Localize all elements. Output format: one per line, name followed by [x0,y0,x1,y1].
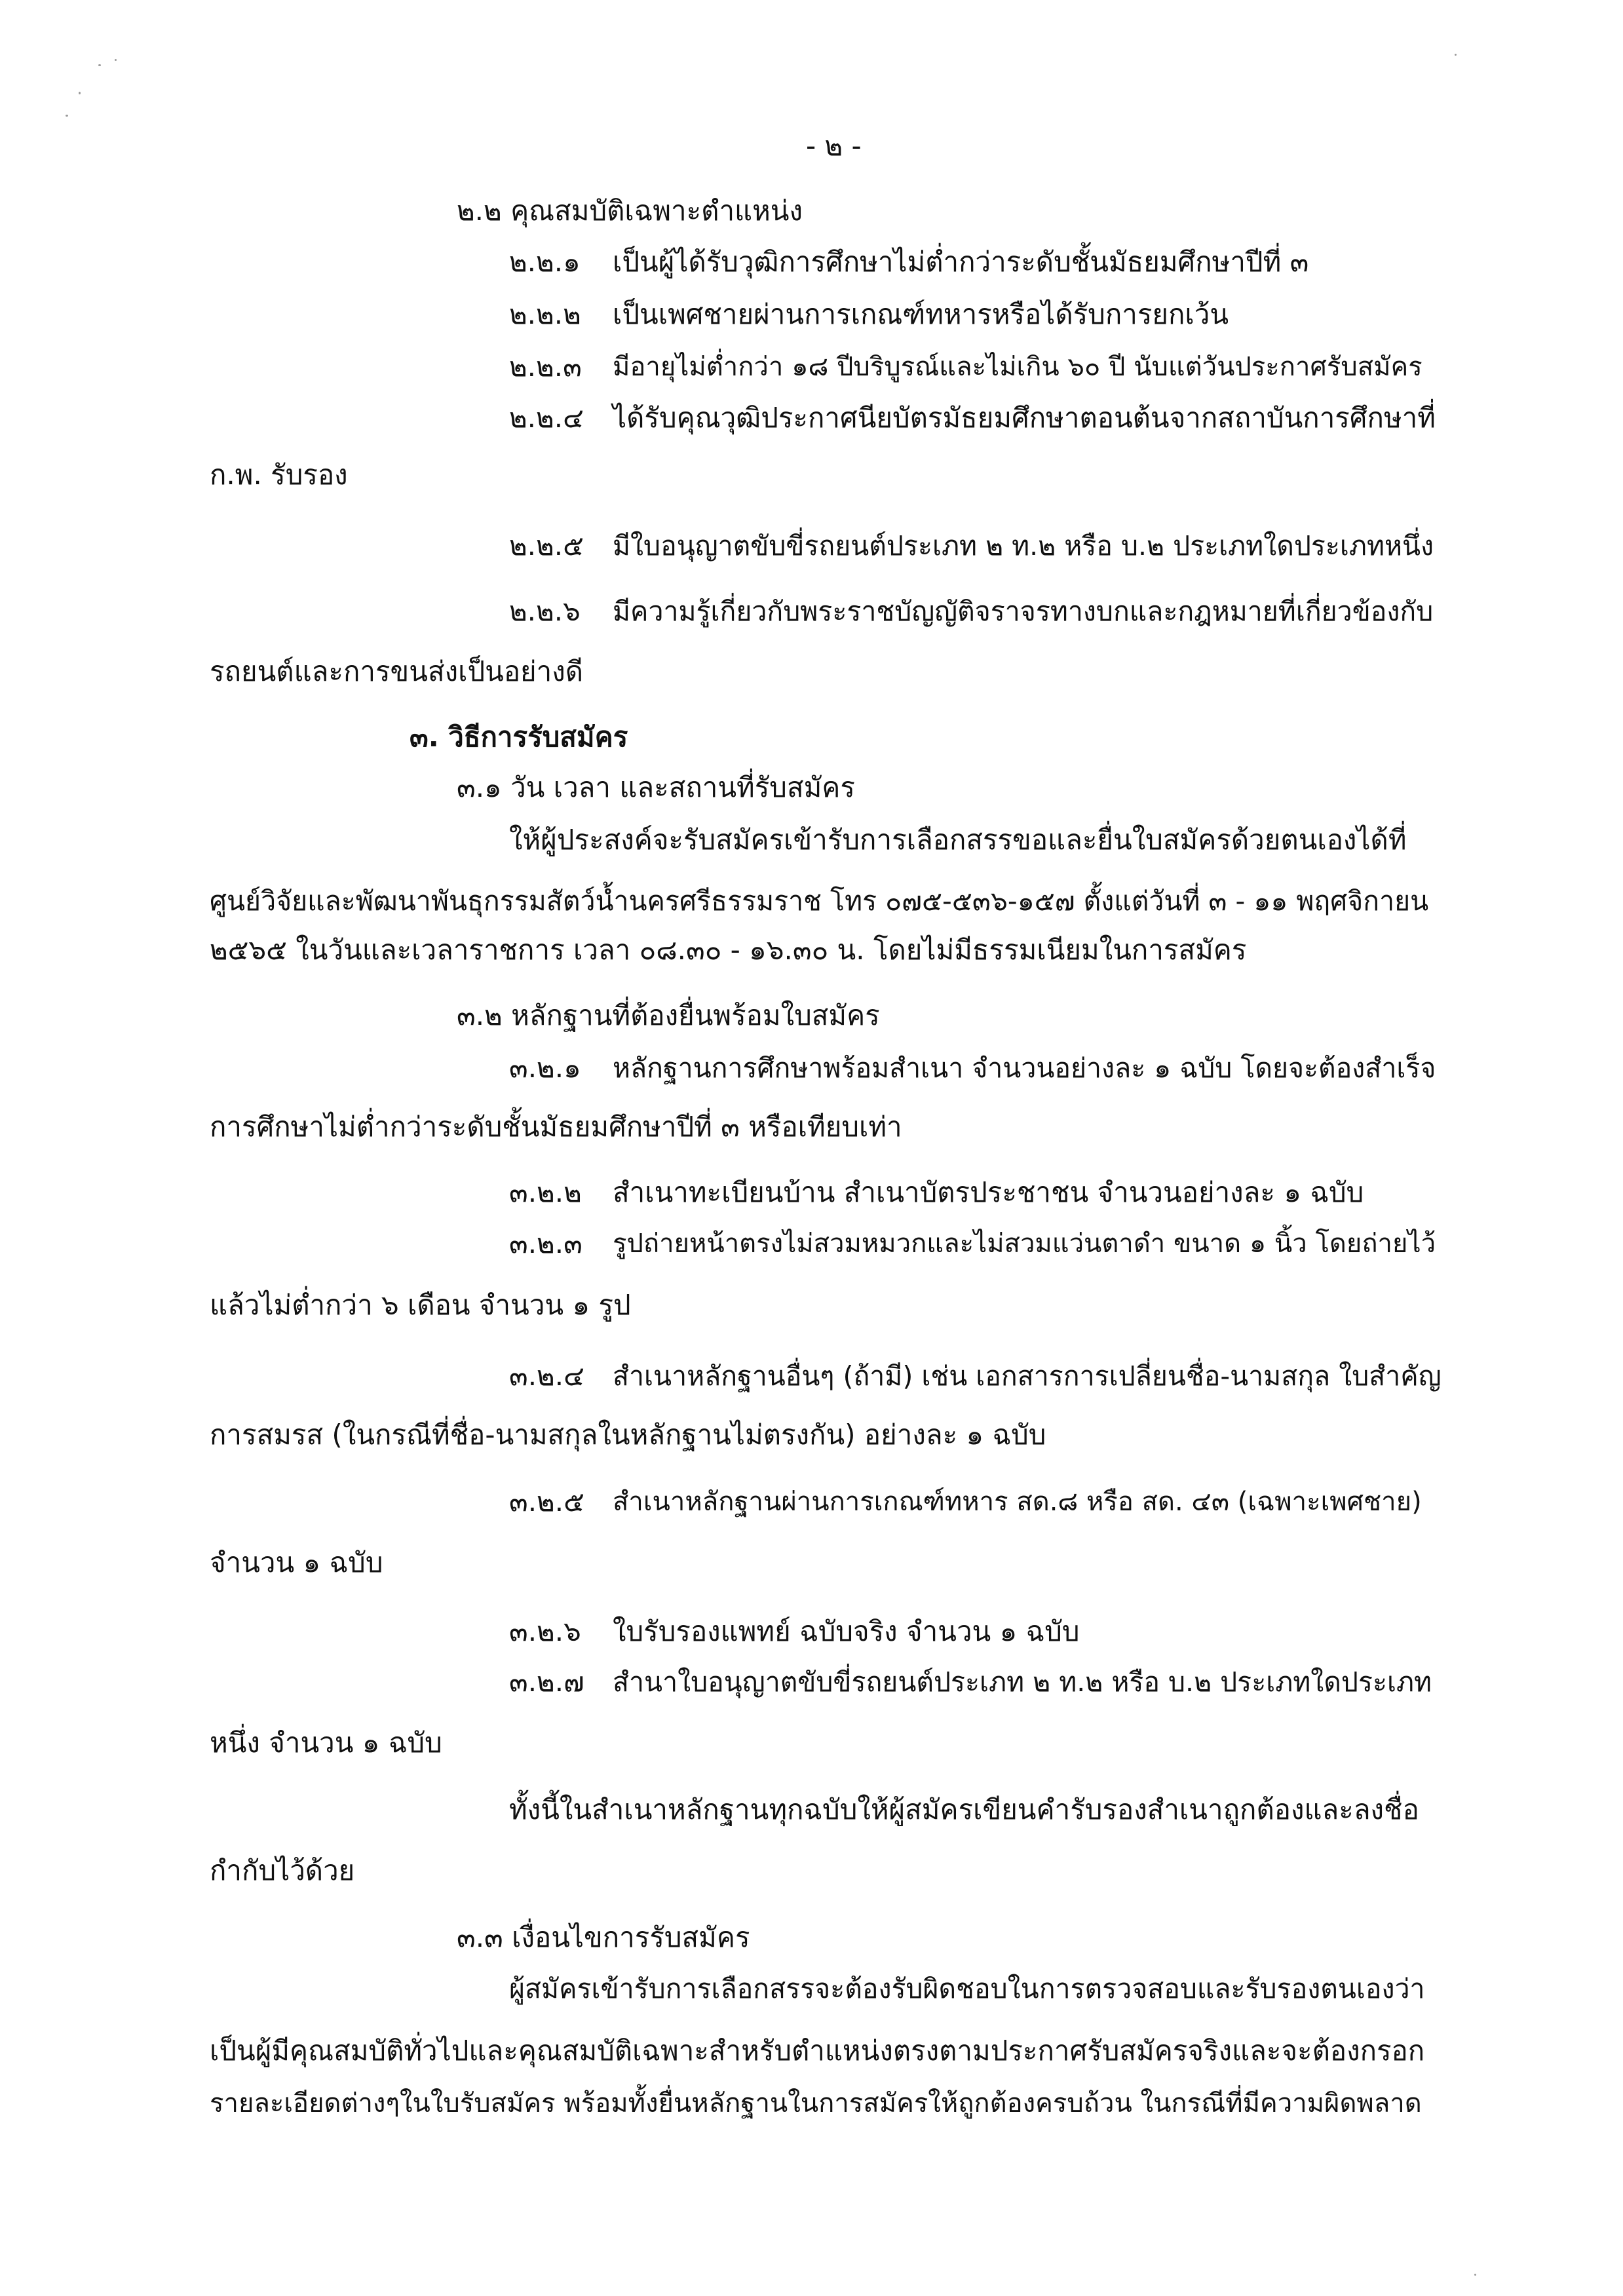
item-3-2-3-number: ๓.๒.๓ [509,1227,582,1259]
item-3-2-4-text: สำเนาหลักฐานอื่นๆ (ถ้ามี) เช่น เอกสารการเปลี่ยนชื่อ-นามสกุล ใบสำคัญ [613,1360,1442,1392]
section-3-2-heading: ๓.๒ หลักฐานที่ต้องยื่นพร้อมใบสมัคร [457,999,880,1031]
item-3-2-7-continuation: หนึ่ง จำนวน ๑ ฉบับ [210,1727,442,1759]
item-3-2-1-text: หลักฐานการศึกษาพร้อมสำเนา จำนวนอย่างละ ๑ ฉบับ โดยจะต้องสำเร็จ [613,1052,1436,1084]
item-3-2-3-text: รูปถ่ายหน้าตรงไม่สวมหมวกและไม่สวมแว่นตาดำ ขนาด ๑ นิ้ว โดยถ่ายไว้ [613,1229,1436,1259]
item-3-2-1-continuation: การศึกษาไม่ต่ำกว่าระดับชั้นมัธยมศึกษาปีที่ ๓ หรือเทียบเท่า [210,1111,902,1143]
scan-speck [1455,54,1457,56]
item-2-2-2-text: เป็นเพศชายผ่านการเกณฑ์ทหารหรือได้รับการยกเว้น [613,298,1229,330]
item-3-2-5-continuation: จำนวน ๑ ฉบับ [210,1546,383,1578]
item-3-2-7-number: ๓.๒.๗ [509,1666,584,1698]
item-2-2-1-number: ๒.๒.๑ [509,246,581,278]
scan-speck [115,59,117,61]
page-number: - ๒ - [806,130,862,162]
section-3-3-line-2: เป็นผู้มีคุณสมบัติทั่วไปและคุณสมบัติเฉพาะสำหรับตำแหน่งตรงตามประกาศรับสมัครจริงและจะต้องกรอก [210,2035,1425,2067]
item-3-2-5-number: ๓.๒.๕ [509,1485,584,1518]
section-3-1-line-3: ๒๕๖๕ ในวันและเวลาราชการ เวลา ๐๘.๓๐ - ๑๖.๓๐ น. โดยไม่มีธรรมเนียมในการสมัคร [210,934,1247,966]
item-3-2-6-text: ใบรับรองแพทย์ ฉบับจริง จำนวน ๑ ฉบับ [613,1615,1080,1647]
item-2-2-6-text: มีความรู้เกี่ยวกับพระราชบัญญัติจราจรทางบกและกฎหมายที่เกี่ยวข้องกับ [613,596,1434,627]
item-2-2-2-number: ๒.๒.๒ [509,298,581,330]
item-2-2-6-continuation: รถยนต์และการขนส่งเป็นอย่างดี [210,655,584,687]
item-2-2-4-continuation: ก.พ. รับรอง [210,459,348,491]
item-3-2-7-text: สำนาใบอนุญาตขับขี่รถยนต์ประเภท ๒ ท.๒ หรือ บ.๒ ประเภทใดประเภท [613,1666,1432,1698]
item-2-2-1-text: เป็นผู้ได้รับวุฒิการศึกษาไม่ต่ำกว่าระดับชั้นมัธยมศึกษาปีที่ ๓ [613,246,1309,278]
item-3-2-2-text: สำเนาทะเบียนบ้าน สำเนาบัตรประชาชน จำนวนอย่างละ ๑ ฉบับ [613,1176,1364,1208]
scan-speck [79,92,81,94]
item-2-2-3-text: มีอายุไม่ต่ำกว่า ๑๘ ปีบริบูรณ์และไม่เกิน ๖๐ ปี นับแต่วันประกาศรับสมัคร [613,352,1423,382]
item-2-2-5-number: ๒.๒.๕ [509,529,584,562]
section-3-3-line-1: ผู้สมัครเข้ารับการเลือกสรรจะต้องรับผิดชอบในการตรวจสอบและรับรองตนเองว่า [509,1973,1425,2004]
item-2-2-4-number: ๒.๒.๔ [509,402,584,434]
item-2-2-5-text: มีใบอนุญาตขับขี่รถยนต์ประเภท ๒ ท.๒ หรือ บ.๒ ประเภทใดประเภทหนึ่ง [613,530,1434,562]
item-3-2-1-number: ๓.๒.๑ [509,1052,581,1084]
section-3-heading: ๓. วิธีการรับสมัคร [410,721,628,753]
section-3-2-note-continuation: กำกับไว้ด้วย [210,1854,355,1886]
item-3-2-5-text: สำเนาหลักฐานผ่านการเกณฑ์ทหาร สด.๘ หรือ สด. ๔๓ (เฉพาะเพศชาย) [613,1487,1422,1517]
item-3-2-6-number: ๓.๒.๖ [509,1615,581,1647]
scan-speck [1474,2274,1476,2276]
section-3-3-line-3: รายละเอียดต่างๆในใบรับสมัคร พร้อมทั้งยื่นหลักฐานในการสมัครให้ถูกต้องครบถ้วน ในกรณีที่มีความผิดพลาด [210,2088,1422,2118]
item-3-2-3-continuation: แล้วไม่ต่ำกว่า ๖ เดือน จำนวน ๑ รูป [210,1289,631,1321]
section-2-2-heading: ๒.๒ คุณสมบัติเฉพาะตำแหน่ง [457,195,803,227]
section-3-3-heading: ๓.๓ เงื่อนไขการรับสมัคร [457,1921,750,1953]
section-3-1-line-2: ศูนย์วิจัยและพัฒนาพันธุกรรมสัตว์น้ำนครศรีธรรมราช โทร ๐๗๕-๕๓๖-๑๕๗ ตั้งแต่วันที่ ๓ - ๑๑ พฤศจิกายน [210,885,1429,917]
scan-speck [98,64,101,66]
item-2-2-6-number: ๒.๒.๖ [509,595,581,627]
section-3-2-note: ทั้งนี้ในสำเนาหลักฐานทุกฉบับให้ผู้สมัครเขียนคำรับรองสำเนาถูกต้องและลงชื่อ [509,1793,1419,1826]
item-3-2-4-number: ๓.๒.๔ [509,1360,584,1392]
item-3-2-2-number: ๓.๒.๒ [509,1176,582,1208]
section-3-1-heading: ๓.๑ วัน เวลา และสถานที่รับสมัคร [457,771,855,803]
item-2-2-4-text: ได้รับคุณวุฒิประกาศนียบัตรมัธยมศึกษาตอนต้นจากสถาบันการศึกษาที่ [613,402,1436,434]
scan-speck [66,115,68,117]
section-3-1-line-1: ให้ผู้ประสงค์จะรับสมัครเข้ารับการเลือกสรรขอและยื่นใบสมัครด้วยตนเองได้ที่ [509,824,1407,856]
item-2-2-3-number: ๒.๒.๓ [509,351,582,383]
item-3-2-4-continuation: การสมรส (ในกรณีที่ชื่อ-นามสกุลในหลักฐานไม่ตรงกัน) อย่างละ ๑ ฉบับ [210,1419,1046,1451]
